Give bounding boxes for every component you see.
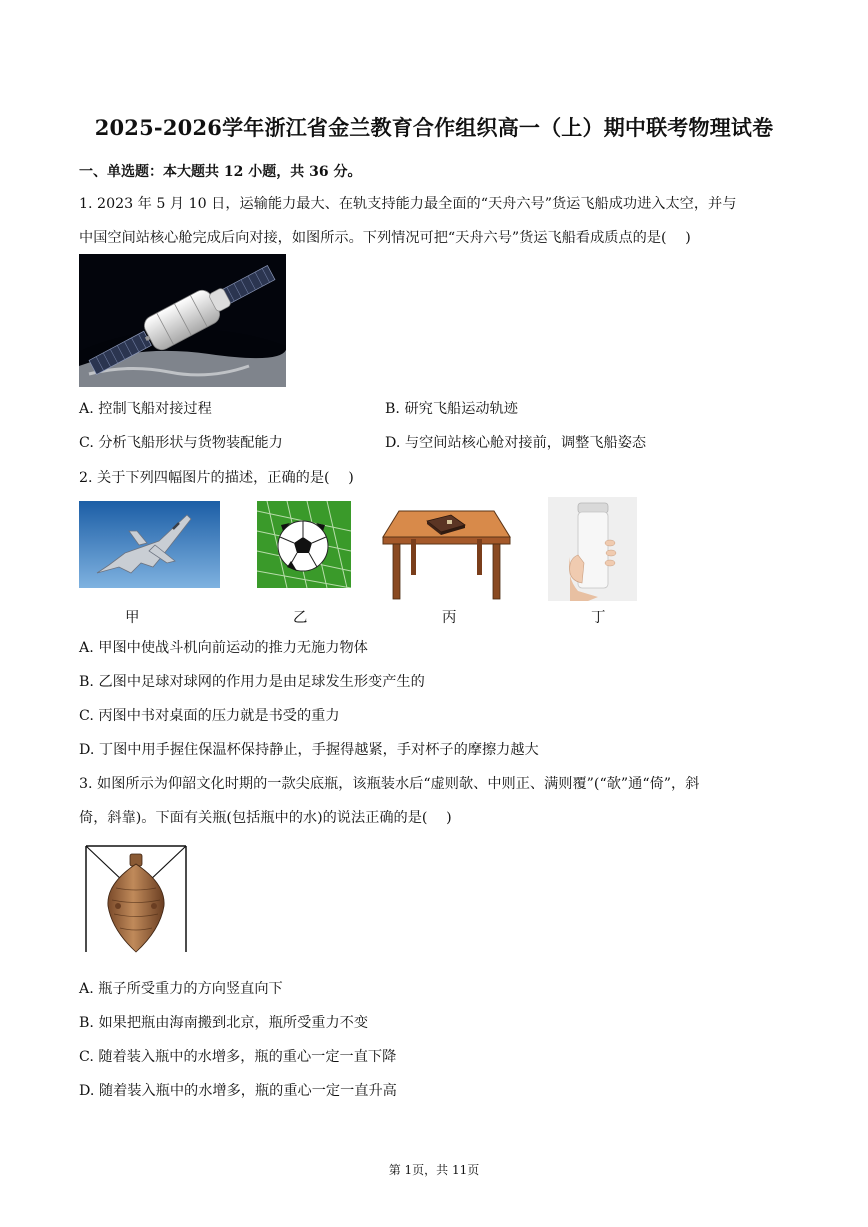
q1-option-d: D. 与空间站核心舱对接前，调整飞船姿态 (385, 435, 647, 451)
q3-option-b: B. 如果把瓶由海南搬到北京，瓶所受重力不变 (79, 1015, 369, 1031)
q2-option-d: D. 丁图中用手握住保温杯保持静止，手握得越紧，手对杯子的摩擦力越大 (79, 742, 539, 758)
q3-line-1: 3. 如图所示为仰韶文化时期的一款尖底瓶，该瓶装水后“虚则欹、中则正、满则覆”(“欹”通“倚”，斜 (79, 776, 700, 792)
q2-football-image (257, 501, 351, 588)
q3-option-c: C. 随着装入瓶中的水增多，瓶的重心一定一直下降 (79, 1049, 397, 1065)
q2-line-1: 2. 关于下列四幅图片的描述，正确的是( ) (79, 470, 354, 486)
q2-option-b: B. 乙图中足球对球网的作用力是由足球发生形变产生的 (79, 674, 425, 690)
q1-spacecraft-image (79, 254, 286, 387)
q2-thermos-cup-image (548, 497, 637, 601)
q1-line-2: 中国空间站核心舱完成后向对接，如图所示。下列情况可把“天舟六号”货运飞船看成质点的是( ) (79, 230, 691, 246)
q1-option-a: A. 控制飞船对接过程 (79, 401, 212, 417)
page-title: 2025-2026学年浙江省金兰教育合作组织高一（上）期中联考物理试卷 (94, 115, 774, 140)
section-heading: 一、单选题：本大题共 12 小题，共 36 分。 (79, 164, 362, 180)
q3-option-d: D. 随着装入瓶中的水增多，瓶的重心一定一直升高 (79, 1083, 397, 1099)
q2-fighter-jet-image (79, 501, 220, 588)
q1-line-1: 1. 2023 年 5 月 10 日，运输能力最大、在轨支持能力最全面的“天舟六号”货运飞船成功进入太空，并与 (79, 196, 737, 212)
q2-caption-yi: 乙 (293, 610, 308, 626)
q2-caption-bing: 丙 (442, 610, 457, 626)
q3-line-2: 倚，斜靠)。下面有关瓶(包括瓶中的水)的说法正确的是( ) (79, 810, 452, 826)
page-footer: 第 1页，共 11页 (388, 1163, 480, 1177)
q1-option-b: B. 研究飞船运动轨迹 (385, 401, 518, 417)
q3-pointed-bottom-vase-image (84, 844, 188, 954)
q1-option-c: C. 分析飞船形状与货物装配能力 (79, 435, 283, 451)
q2-option-a: A. 甲图中使战斗机向前运动的推力无施力物体 (79, 640, 368, 656)
q2-table-with-book-image (381, 503, 512, 600)
q2-caption-ding: 丁 (591, 610, 606, 626)
q2-option-c: C. 丙图中书对桌面的压力就是书受的重力 (79, 708, 340, 724)
q2-caption-jia: 甲 (125, 610, 140, 626)
q3-option-a: A. 瓶子所受重力的方向竖直向下 (79, 981, 283, 997)
